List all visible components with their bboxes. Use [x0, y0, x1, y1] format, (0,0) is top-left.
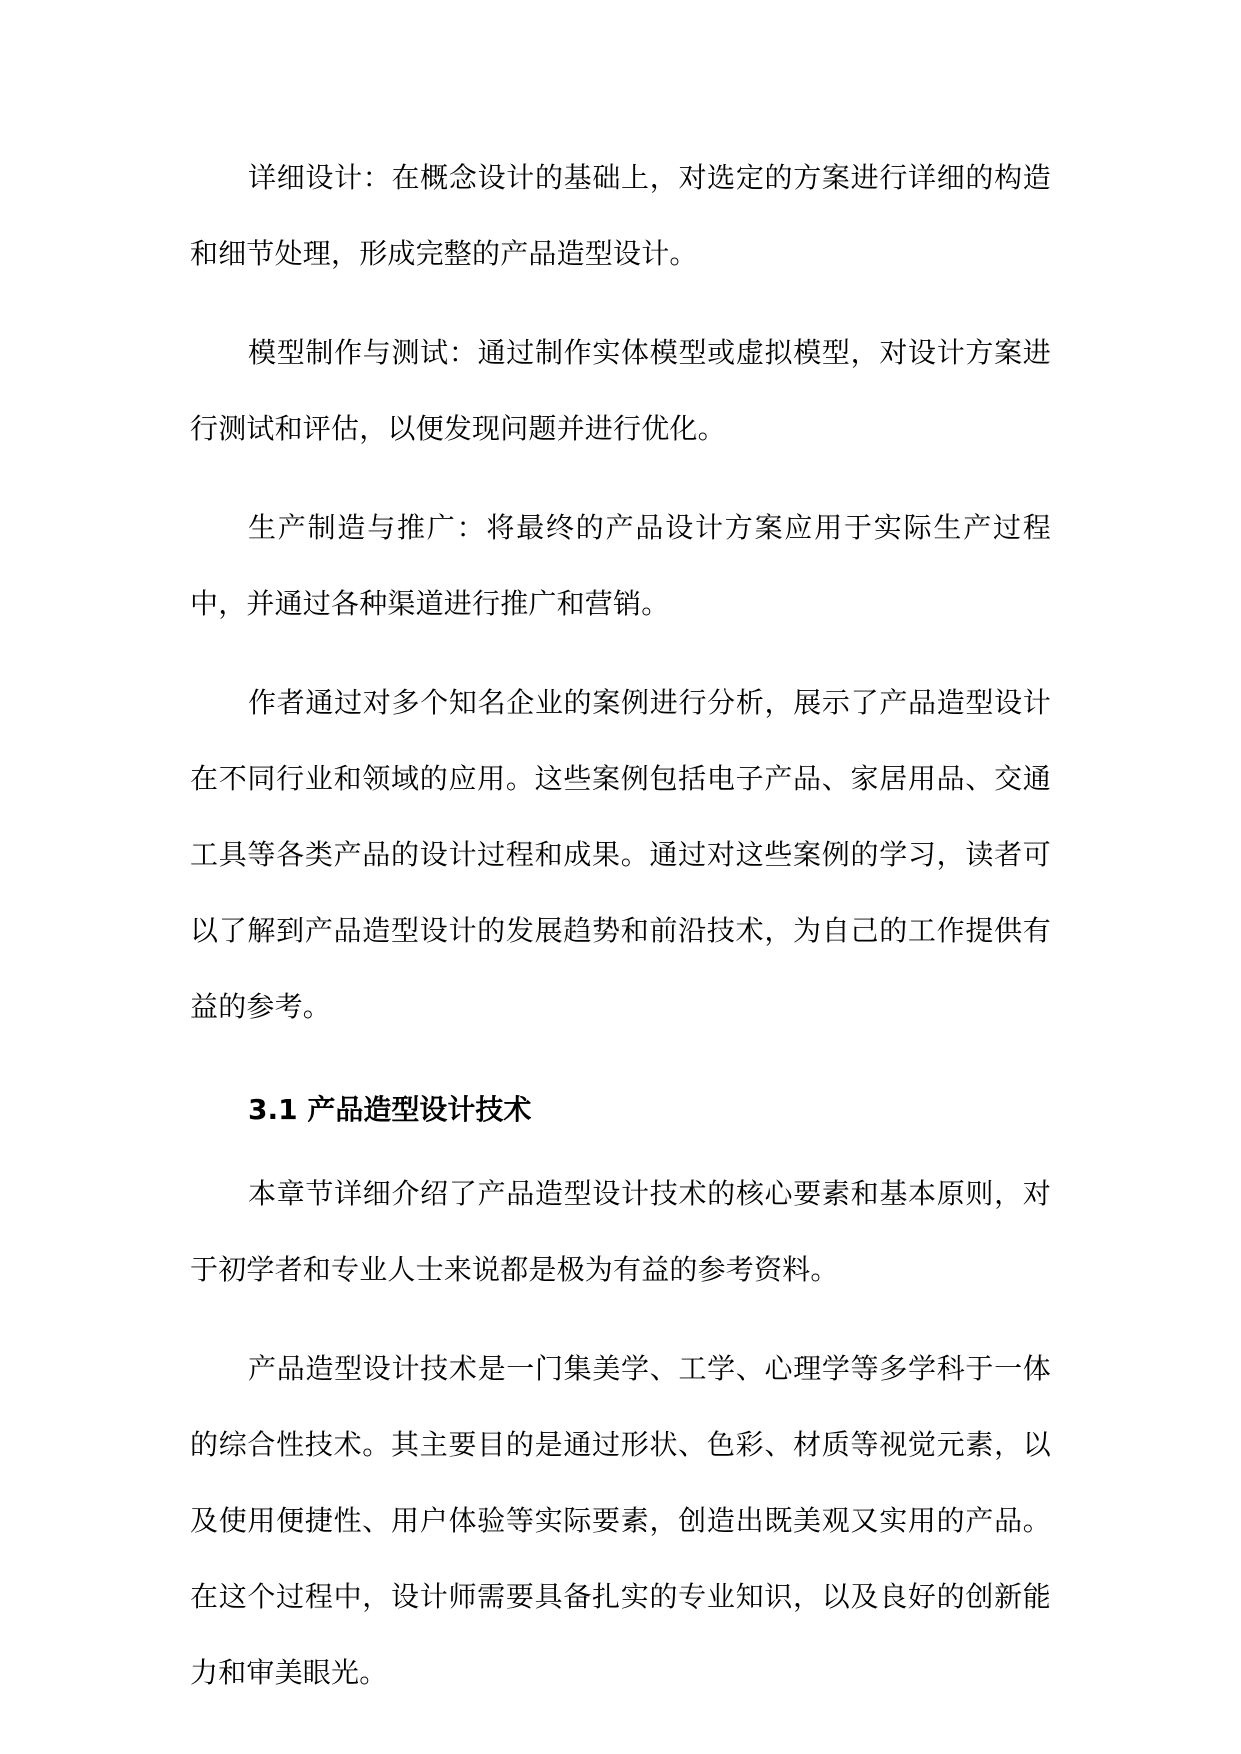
paragraph-design-technology: 产品造型设计技术是一门集美学、工学、心理学等多学科于一体的综合性技术。其主要目的是通过形状、色彩、材质等视觉元素，以及使用便捷性、用户体验等实际要素，创造出既美观又实用的产品。在这个过程中，设计师需要具备扎实的专业知识，以及良好的创新能力和审美眼光。 [190, 1352, 1051, 1689]
paragraph-model-testing: 模型制作与测试：通过制作实体模型或虚拟模型，对设计方案进行测试和评估，以便发现问题并进行优化。 [190, 336, 1051, 445]
paragraph-production-promotion: 生产制造与推广：将最终的产品设计方案应用于实际生产过程中，并通过各种渠道进行推广和营销。 [190, 511, 1051, 620]
paragraph-detailed-design: 详细设计：在概念设计的基础上，对选定的方案进行详细的构造和细节处理，形成完整的产品造型设计。 [190, 161, 1051, 270]
section-heading: 3.1 产品造型设计技术 [248, 1093, 532, 1126]
paragraph-case-analysis: 作者通过对多个知名企业的案例进行分析，展示了产品造型设计在不同行业和领域的应用。这些案例包括电子产品、家居用品、交通工具等各类产品的设计过程和成果。通过对这些案例的学习，读者可以了解到产品造型设计的发展趋势和前沿技术，为自己的工作提供有益的参考。 [190, 686, 1051, 1023]
paragraph-chapter-intro: 本章节详细介绍了产品造型设计技术的核心要素和基本原则，对于初学者和专业人士来说都是极为有益的参考资料。 [190, 1177, 1051, 1286]
